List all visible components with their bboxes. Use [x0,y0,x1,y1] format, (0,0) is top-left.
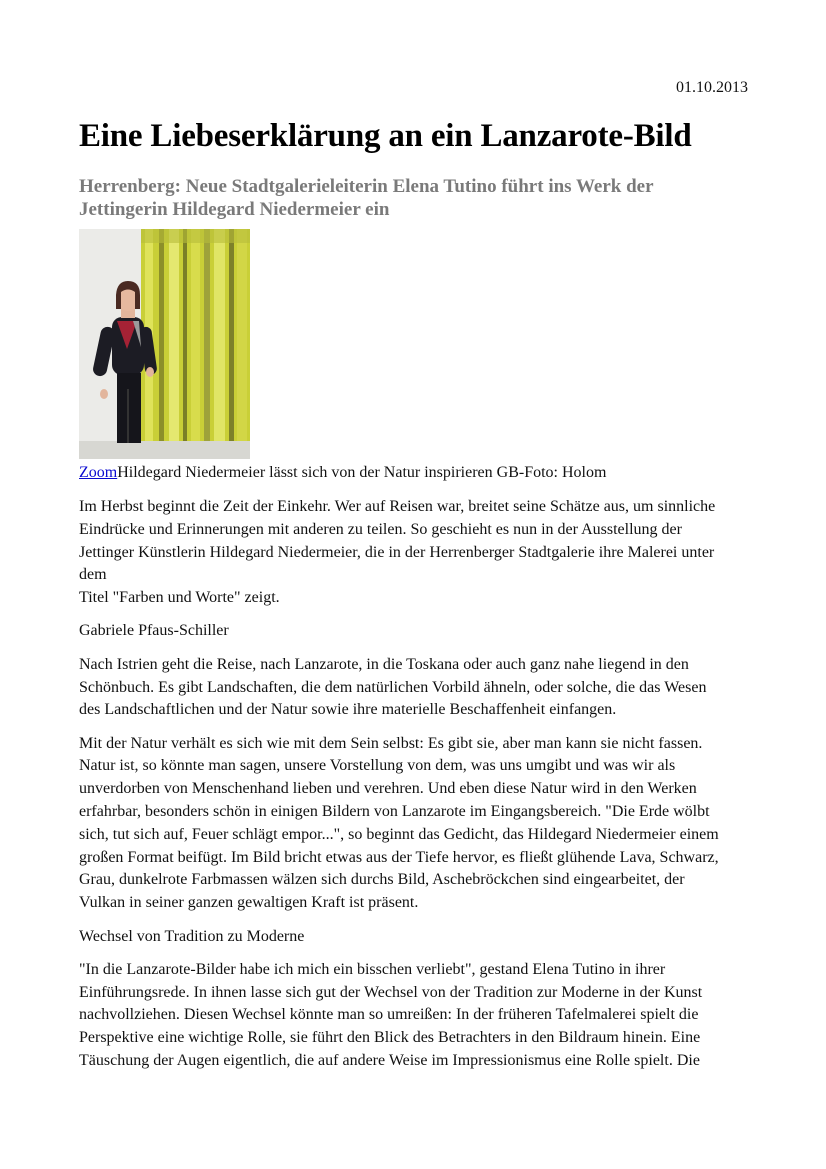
text-line: nachvollziehen. Diesen Wechsel könnte man so umreißen: In der früheren Tafelmalerei spielt die [79,1006,699,1024]
article-date: 01.10.2013 [676,79,748,96]
text-line: erfahrbar, besonders schön in einigen Bildern von Lanzarote im Eingangsbereich. "Die Erde wölbt [79,803,710,821]
text-line: Mit der Natur verhält es sich wie mit dem Sein selbst: Es gibt sie, aber man kann sie nicht fassen. [79,734,703,752]
text-line: "In die Lanzarote-Bilder habe ich mich ein bisschen verliebt", gestand Elena Tutino in ihrer [79,960,666,978]
photo-caption [79,464,606,482]
text-line: Täuschung der Augen eigentlich, die auf andere Weise im Impressionismus eine Rolle spielt. Die [79,1052,700,1070]
text-line: des Landschaftlichen und der Natur sowie ihre materielle Beschaffenheit einfangen. [79,701,617,719]
text-line: Schönbuch. Es gibt Landschaften, die dem natürlichen Vorbild ähneln, oder solche, die das Wesen [79,678,707,696]
text-line: sich, tut sich auf, Feuer schlägt empor...", so beginnt das Gedicht, das Hildegard Niedermeier einem [79,825,719,843]
text-line: Nach Istrien geht die Reise, nach Lanzarote, in die Toskana oder auch ganz nahe liegend in den [79,655,689,673]
paragraph [79,496,751,610]
text-line: Natur ist, so könnte man sagen, unsere Vorstellung von dem, was uns umgibt und was wir als [79,757,676,775]
text-line: Vulkan in seiner ganzen gewaltigen Kraft ist präsent. [79,894,419,912]
subheadline: Herrenberg: Neue Stadtgalerieleiterin Elena Tutino führt ins Werk der Jettingerin Hildegard Niedermeier ein [79,176,654,220]
caption-text: Hildegard Niedermeier lässt sich von der Natur inspirieren GB-Foto: Holom [117,464,607,481]
zoom-link[interactable]: Zoom [79,464,118,481]
text-line: dem [79,566,107,584]
paragraph [79,733,751,915]
text-line: Grau, dunkelrote Farbmassen wälzen sich durchs Bild, Aschebröckchen sind eingearbeitet, der [79,871,685,889]
text-line: Perspektive eine wichtige Rolle, sie führt den Blick des Betrachters in den Bildraum hinein. Eine [79,1029,701,1047]
section-subhead: Wechsel von Tradition zu Moderne [79,927,305,945]
portrait-photo [79,229,250,459]
text-line: unverdorben von Menschenhand lieben und verehren. Und eben diese Natur wird in den Werken [79,780,697,798]
headline: Eine Liebeserklärung an ein Lanzarote-Bild [79,118,692,154]
author-line: Gabriele Pfaus-Schiller [79,622,229,640]
paragraph [79,959,751,1073]
text-line: Im Herbst beginnt die Zeit der Einkehr. Wer auf Reisen war, breitet seine Schätze aus, um sinnliche [79,498,716,515]
text-line: Einführungsrede. In ihnen lasse sich gut der Wechsel von der Tradition zur Moderne in der Kunst [79,983,703,1001]
text-line: Titel "Farben und Worte" zeigt. [79,589,280,607]
text-line: Jettinger Künstlerin Hildegard Niedermeier, die in der Herrenberger Stadtgalerie ihre Malerei unter [79,543,715,561]
text-line: Eindrücke und Erinnerungen mit anderen zu teilen. So geschieht es nun in der Ausstellung der [79,520,682,538]
text-line: großen Format beifügt. Im Bild bricht etwas aus der Tiefe hervor, es fließt glühende Lava, Schwarz, [79,848,719,866]
paragraph [79,654,751,722]
article-body [79,496,751,1083]
